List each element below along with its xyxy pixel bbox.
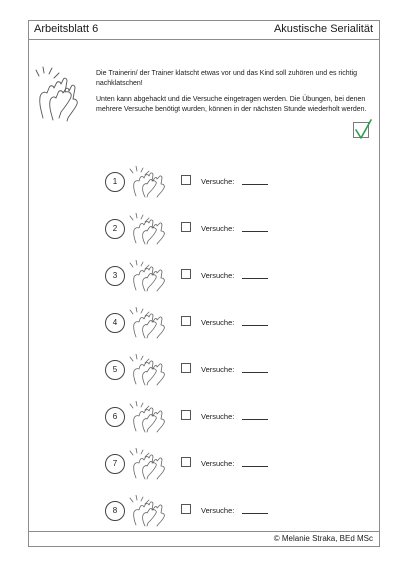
attempts-label: Versuche: (201, 459, 235, 468)
clapping-hands-icon (129, 213, 169, 245)
clapping-hands-icon (129, 260, 169, 292)
attempts-input-line[interactable] (242, 419, 268, 420)
attempts-label: Versuche: (201, 506, 235, 515)
exercise-row-4 (29, 310, 329, 340)
header-bar (29, 21, 379, 40)
exercise-number: 8 (105, 501, 125, 521)
done-checkbox[interactable] (181, 222, 191, 232)
exercise-row-2 (29, 216, 329, 246)
instruction-paragraph-1: Die Trainerin/ der Trainer klatscht etwas vor und das Kind soll zuhören und es richtig nachklatschen! (96, 70, 358, 87)
exercise-row-7 (29, 451, 329, 481)
clapping-hands-icon (129, 307, 169, 339)
attempts-label: Versuche: (201, 224, 235, 233)
attempts-input-line[interactable] (242, 184, 268, 185)
attempts-label: Versuche: (201, 177, 235, 186)
done-checkbox[interactable] (181, 175, 191, 185)
attempts-input-line[interactable] (242, 325, 268, 326)
exercise-number: 1 (105, 172, 125, 192)
done-checkbox[interactable] (181, 363, 191, 373)
attempts-label: Versuche: (201, 271, 235, 280)
exercise-number: 6 (105, 407, 125, 427)
clapping-hands-icon (129, 354, 169, 386)
attempts-input-line[interactable] (242, 466, 268, 467)
done-checkbox[interactable] (181, 410, 191, 420)
done-checkbox[interactable] (181, 316, 191, 326)
exercise-row-3 (29, 263, 329, 293)
attempts-label: Versuche: (201, 412, 235, 421)
clapping-hands-icon (129, 401, 169, 433)
exercise-number: 2 (105, 219, 125, 239)
clapping-hands-icon (35, 66, 81, 122)
footer-bar (29, 531, 379, 546)
attempts-input-line[interactable] (242, 278, 268, 279)
instructions (96, 69, 374, 121)
exercise-number: 4 (105, 313, 125, 333)
exercise-row-6 (29, 404, 329, 434)
exercise-number: 5 (105, 360, 125, 380)
copyright-text: © Melanie Straka, BEd MSc (273, 534, 373, 543)
attempts-input-line[interactable] (242, 231, 268, 232)
worksheet-page (28, 20, 380, 547)
done-checkbox[interactable] (181, 269, 191, 279)
worksheet-title: Akustische Serialität (273, 23, 373, 35)
attempts-label: Versuche: (201, 365, 235, 374)
exercise-number: 3 (105, 266, 125, 286)
attempts-input-line[interactable] (242, 372, 268, 373)
attempts-label: Versuche: (201, 318, 235, 327)
exercise-row-1 (29, 169, 329, 199)
done-checkbox[interactable] (181, 457, 191, 467)
clapping-hands-icon (129, 448, 169, 480)
exercise-number: 7 (105, 454, 125, 474)
done-checkbox[interactable] (181, 504, 191, 514)
worksheet-number: Arbeitsblatt 6 (34, 23, 99, 35)
checkmark-icon (353, 118, 373, 140)
completion-checkbox[interactable] (353, 122, 369, 138)
exercise-row-5 (29, 357, 329, 387)
exercise-row-8 (29, 498, 329, 528)
instruction-paragraph-2: Unten kann abgehackt und die Versuche eingetragen werden. Die Übungen, bei denen mehrere Versuche benötigt wurden, können in der nächsten Stunde wiederholt werden. (96, 96, 367, 113)
clapping-hands-icon (129, 495, 169, 527)
clapping-hands-icon (129, 166, 169, 198)
attempts-input-line[interactable] (242, 513, 268, 514)
